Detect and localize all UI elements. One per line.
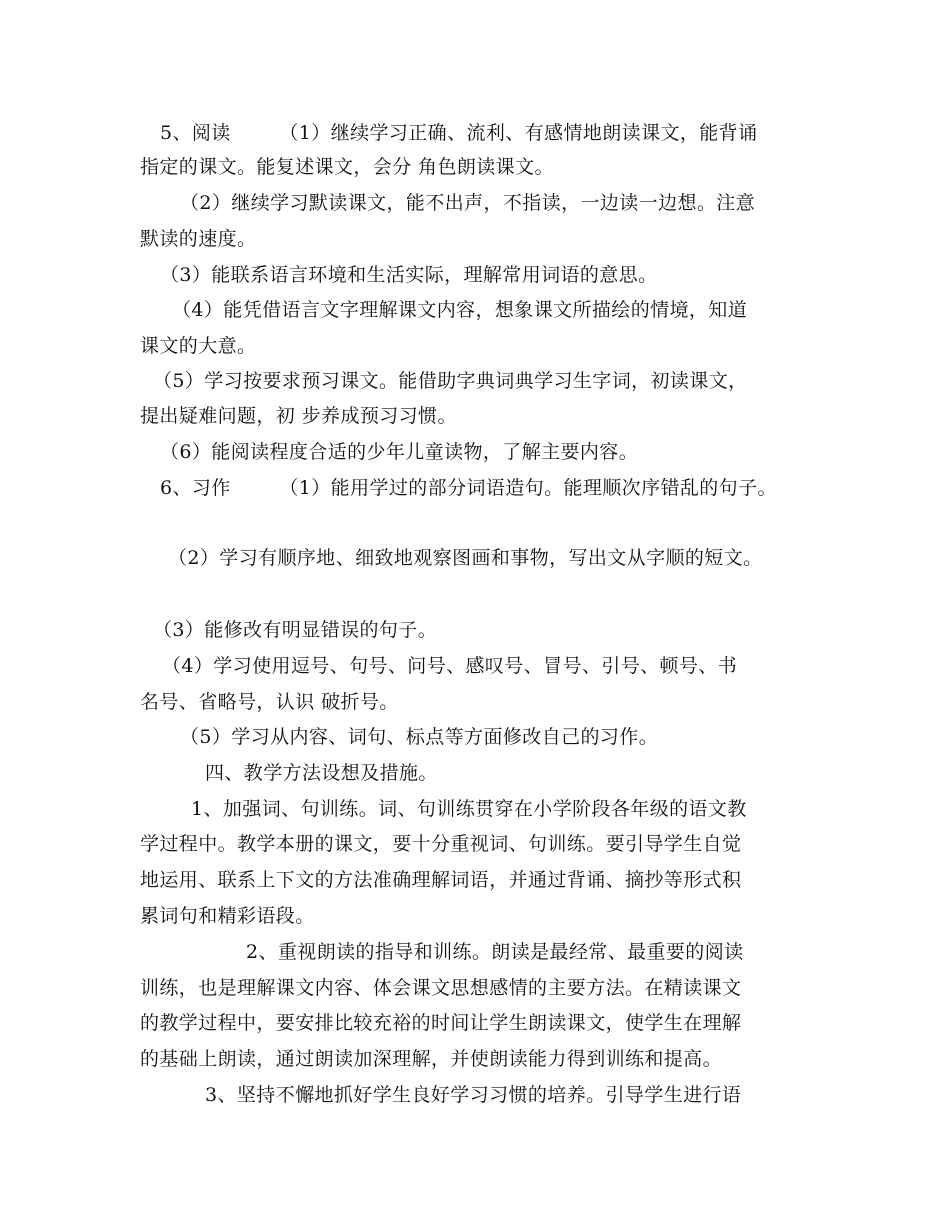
- text-line-23: 训练，也是理解课文内容、体会课文思想感情的主要方法。在精读课文: [140, 977, 742, 999]
- text-line-16: （5）学习从内容、词句、标点等方面修改自己的习作。: [180, 726, 659, 748]
- text-line-18: 1、加强词、句训练。词、句训练贯穿在小学阶段各年级的语文教: [191, 798, 747, 820]
- text-line-2: 指定的课文。能复述课文，会分 角色朗读课文。: [140, 156, 554, 178]
- text-line-22: 2、重视朗读的指导和训练。朗读是最经常、最重要的阅读: [246, 941, 744, 963]
- text-line-24: 的教学过程中，要安排比较充裕的时间让学生朗读课文，使学生在理解: [140, 1012, 742, 1034]
- text-line-7: 课文的大意。: [140, 335, 257, 357]
- text-line-1: 5、阅读 （1）继续学习正确、流利、有感情地朗读课文，能背诵: [160, 122, 758, 144]
- text-line-5: （3）能联系语言环境和生活实际，理解常用词语的意思。: [160, 264, 658, 286]
- text-line-9: 提出疑难问题，初 步养成预习习惯。: [140, 405, 457, 427]
- text-line-8: （5）学习按要求预习课文。能借助字典词典学习生字词，初读课文，: [153, 370, 748, 392]
- text-line-14: （4）学习使用逗号、句号、问号、感叹号、冒号、引号、顿号、书: [162, 655, 738, 677]
- text-line-11: 6、习作 （1）能用学过的部分词语造句。能理顺次序错乱的句子。: [160, 477, 777, 499]
- text-line-20: 地运用、联系上下文的方法准确理解词语，并通过背诵、摘抄等形式积: [140, 869, 742, 891]
- text-line-12: （2）学习有顺序地、细致地观察图画和事物，写出文从字顺的短文。: [168, 547, 763, 569]
- text-line-6: （4）能凭借语言文字理解课文内容，想象课文所描绘的情境，知道: [172, 299, 748, 321]
- text-line-15: 名号、省略号，认识 破折号。: [140, 691, 399, 713]
- text-line-21: 累词句和精彩语段。: [140, 905, 315, 927]
- text-line-3: （2）继续学习默读课文，能不出声，不指读，一边读一边想。注意: [180, 192, 756, 214]
- text-line-10: （6）能阅读程度合适的少年儿童读物，了解主要内容。: [160, 441, 639, 463]
- text-line-26: 3、坚持不懈地抓好学生良好学习习惯的培养。引导学生进行语: [205, 1084, 742, 1106]
- text-line-4: 默读的速度。: [140, 228, 257, 250]
- text-line-19: 学过程中。教学本册的课文，要十分重视词、句训练。要引导学生自觉: [140, 833, 742, 855]
- text-line-25: 的基础上朗读，通过朗读加深理解，并使朗读能力得到训练和提高。: [140, 1048, 723, 1070]
- text-line-13: （3）能修改有明显错误的句子。: [153, 619, 438, 641]
- text-line-17: 四、教学方法设想及措施。: [205, 762, 438, 784]
